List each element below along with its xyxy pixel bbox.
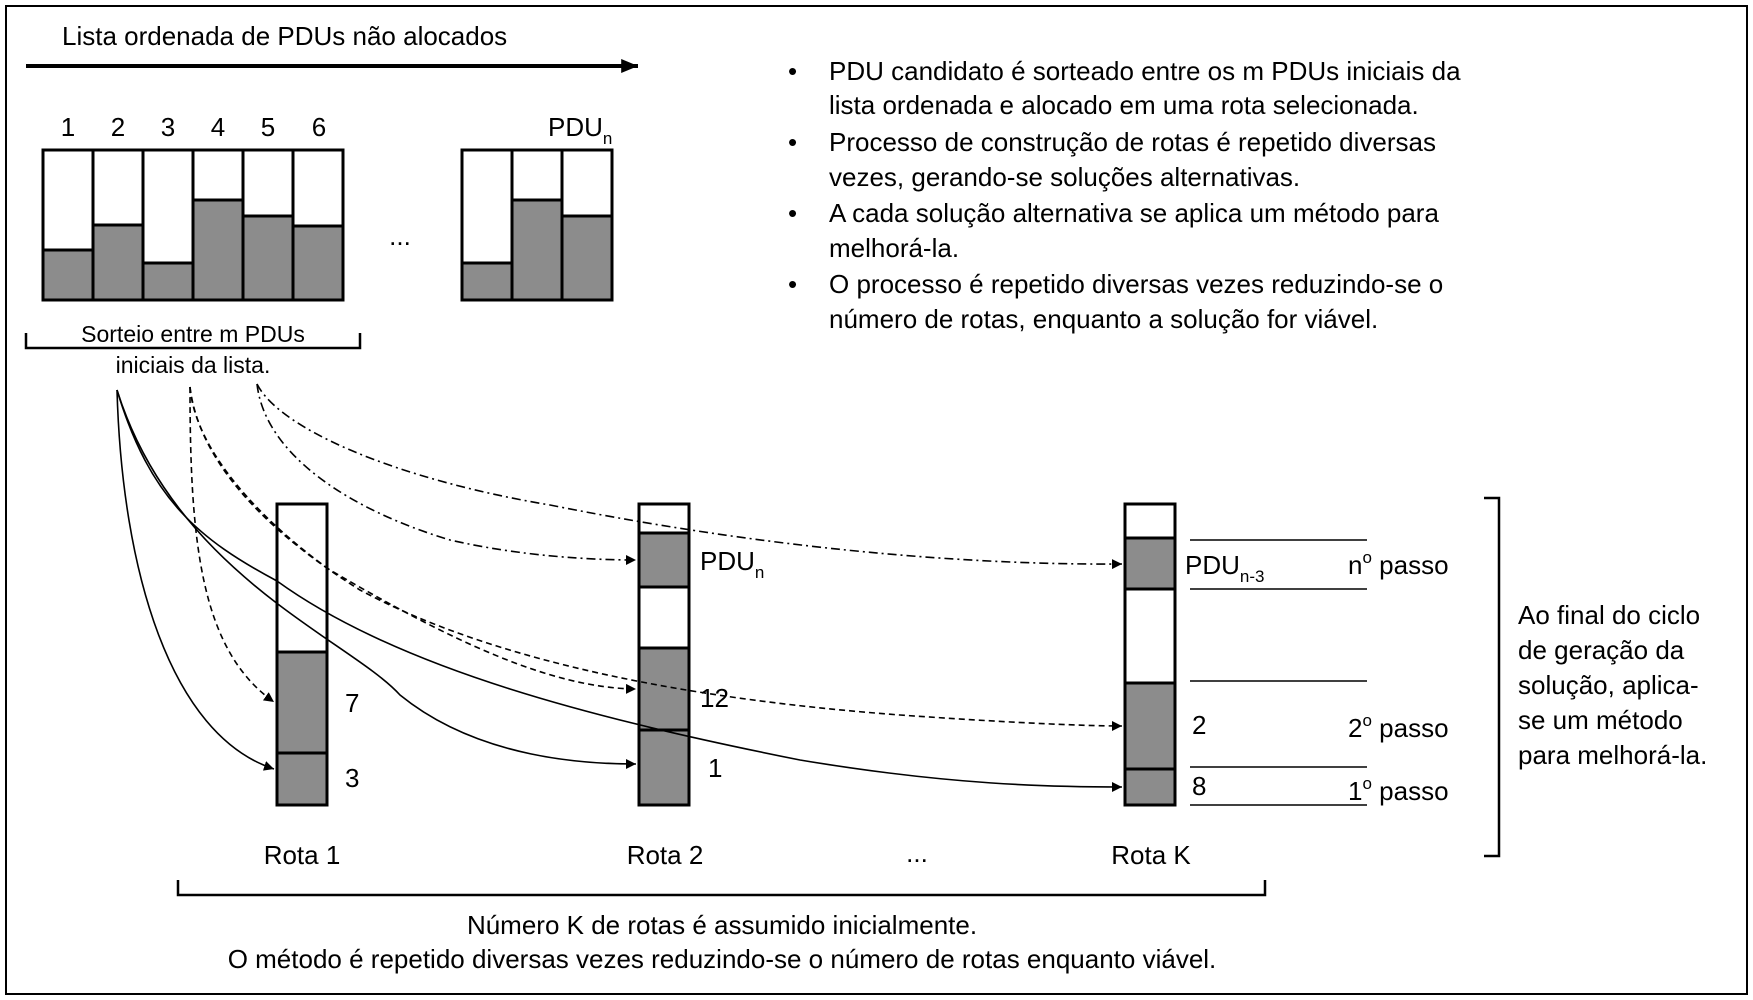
pdu-n-sub: n bbox=[602, 129, 613, 148]
pdu-number: 1 bbox=[60, 112, 76, 142]
route-k-pdu-n-3 bbox=[1125, 538, 1175, 589]
bottom-bracket bbox=[178, 880, 1265, 895]
right-bracket bbox=[1484, 498, 1499, 856]
pdu-number: 4 bbox=[210, 112, 226, 142]
route-2-pdu-1 bbox=[639, 730, 689, 805]
route-1-pdu-7 bbox=[277, 652, 327, 753]
pdu-bar-n-1-load bbox=[512, 200, 562, 300]
pdu-number: 5 bbox=[260, 112, 276, 142]
route-k-pdu-sub: n-3 bbox=[1239, 567, 1265, 586]
bullet-marker: • bbox=[788, 269, 798, 299]
route-2-pdu-n-label bbox=[700, 546, 764, 582]
route-2-number-1: 1 bbox=[708, 753, 723, 783]
bottom-note-line-2: O método é repetido diversas vezes reduzindo-se o número de rotas enquanto viável. bbox=[227, 944, 1217, 974]
arrow-solid-routek-8 bbox=[117, 390, 1122, 787]
bullet-4-line-2: número de rotas, enquanto a solução for viável. bbox=[829, 304, 1379, 334]
route-k-pdu-base: PDU bbox=[1185, 550, 1240, 580]
list-title: Lista ordenada de PDUs não alocados bbox=[62, 21, 508, 51]
right-note-line: solução, aplica- bbox=[1518, 670, 1699, 700]
bullet-2-line-2: vezes, gerando-se soluções alternativas. bbox=[829, 162, 1301, 192]
bottom-note-line-1: Número K de rotas é assumido inicialmente. bbox=[466, 910, 978, 940]
route-2-pdu-base: PDU bbox=[700, 546, 755, 576]
step-label-1: 1$^o$ passo bbox=[1348, 774, 1449, 806]
pdu-bar-5-load bbox=[243, 216, 293, 300]
pdu-n-base: PDU bbox=[548, 112, 603, 142]
pdu-n-label bbox=[548, 112, 612, 148]
sorteio-label-line-1: Sorteio entre m PDUs bbox=[81, 321, 305, 347]
step-label-n: $n^o$ passo bbox=[1348, 548, 1449, 580]
bullet-marker: • bbox=[788, 56, 798, 86]
pdu-bar-n-load bbox=[562, 216, 612, 300]
route-1-number-7: 7 bbox=[345, 688, 360, 718]
bullet-4-line-1: O processo é repetido diversas vezes reduzindo-se o bbox=[829, 269, 1444, 299]
route-2-number-12: 12 bbox=[700, 683, 729, 713]
arrow-dashed-route1-7 bbox=[190, 387, 274, 702]
route-2-pdu-n bbox=[639, 533, 689, 587]
bullet-marker: • bbox=[788, 198, 798, 228]
ellipsis-bottom: ... bbox=[906, 838, 928, 868]
pdu-bar-6-load bbox=[293, 226, 343, 300]
bullet-3-line-1: A cada solução alternativa se aplica um método para bbox=[829, 198, 1439, 228]
arrow-solid-route2-1 bbox=[117, 390, 636, 764]
route-k-number-8: 8 bbox=[1192, 771, 1207, 801]
route-k-pdu-label bbox=[1185, 550, 1264, 586]
right-note-line: Ao final do ciclo bbox=[1518, 600, 1701, 630]
bullet-3-line-2: melhorá-la. bbox=[829, 233, 960, 263]
route-label-k: Rota K bbox=[1111, 840, 1191, 870]
pdu-number-labels bbox=[61, 112, 326, 142]
pdu-number: 6 bbox=[311, 112, 327, 142]
pdu-bar-1-load bbox=[43, 250, 93, 300]
right-note-line: de geração da bbox=[1518, 635, 1685, 665]
route-k-number-2: 2 bbox=[1192, 710, 1207, 740]
route-1-pdu-3 bbox=[277, 753, 327, 805]
pdu-bar-2-load bbox=[93, 225, 143, 300]
pdu-bar-4-load bbox=[193, 200, 243, 300]
bullet-2-line-1: Processo de construção de rotas é repetido diversas bbox=[829, 127, 1437, 157]
bullet-marker: • bbox=[788, 127, 798, 157]
bullet-1-line-1: PDU candidato é sorteado entre os m PDUs iniciais da bbox=[829, 56, 1461, 86]
route-k bbox=[1125, 504, 1264, 805]
arrow-dashed-route2-12 bbox=[190, 387, 636, 689]
route-2-pdu-sub: n bbox=[754, 563, 765, 582]
pdu-bar-n-2-load bbox=[462, 263, 512, 300]
route-2 bbox=[639, 504, 764, 805]
sorteio-label-line-2: iniciais da lista. bbox=[115, 352, 271, 378]
step-label-2: 2$^o$ passo bbox=[1348, 711, 1449, 743]
route-k-pdu-8 bbox=[1125, 769, 1175, 805]
bullet-1-line-2: lista ordenada e alocado em uma rota selecionada. bbox=[829, 90, 1419, 120]
pdu-bar-3-load bbox=[143, 263, 193, 300]
route-1 bbox=[277, 504, 359, 805]
route-label-2: Rota 2 bbox=[626, 840, 704, 870]
allocation-arrows bbox=[117, 384, 1122, 787]
pdu-number: 2 bbox=[110, 112, 126, 142]
pdu-list-bars bbox=[43, 150, 612, 300]
route-k-pdu-2 bbox=[1125, 683, 1175, 769]
route-label-1: Rota 1 bbox=[263, 840, 341, 870]
route-1-number-3: 3 bbox=[345, 763, 360, 793]
right-note bbox=[1518, 600, 1707, 770]
right-note-line: para melhorá-la. bbox=[1518, 740, 1708, 770]
pdu-number: 3 bbox=[160, 112, 176, 142]
ellipsis-top: ... bbox=[389, 221, 411, 251]
right-note-line: se um método bbox=[1518, 705, 1683, 735]
bullet-list bbox=[788, 56, 1461, 334]
